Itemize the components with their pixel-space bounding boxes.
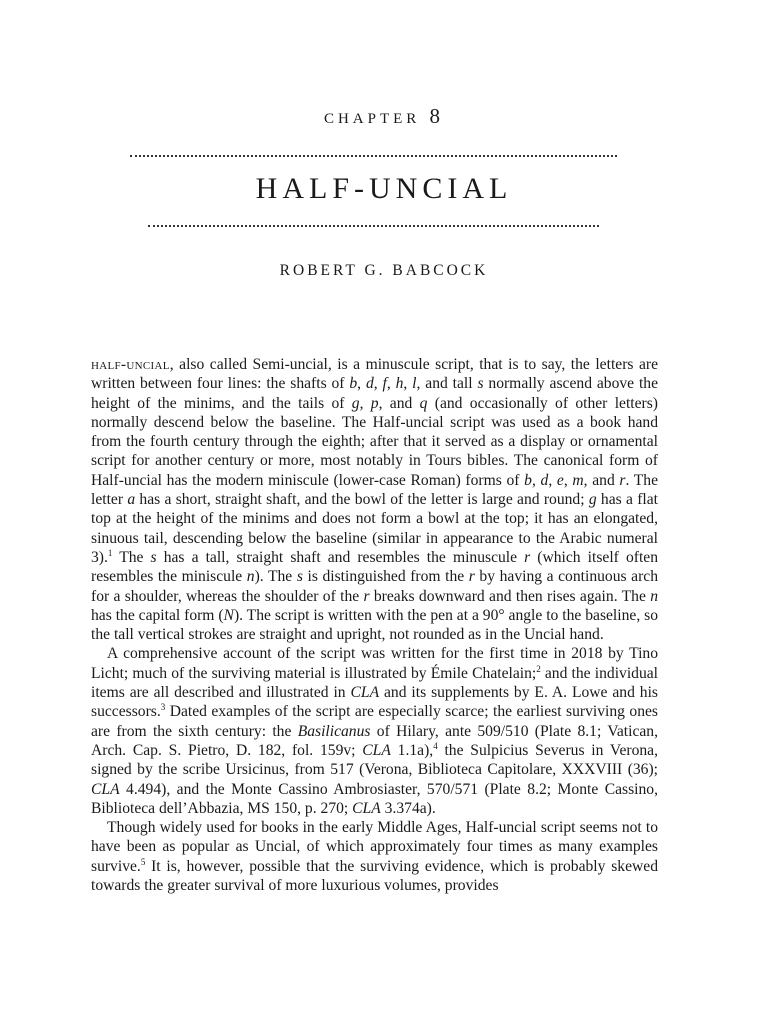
italic-run: b	[524, 471, 532, 489]
italic-run: CLA	[350, 684, 380, 702]
italic-run: d	[365, 375, 374, 393]
footnote-ref-3[interactable]: 3	[160, 702, 166, 713]
footnote-ref-2[interactable]: 2	[536, 663, 541, 674]
italic-run: e	[556, 471, 564, 489]
text-run: has a short, straight shaft, and the bowl of the letter is large and round;	[135, 491, 589, 509]
italic-run: r	[619, 471, 626, 489]
text-run: ). The script is written with the pen at a 90° angle to the baseline, so the tall vertical strokes are straight and upright, not rounded as in the Uncial hand.	[91, 606, 658, 644]
text-run: Dated examples of the script are especially scarce; the earliest surviving ones are from the sixth century: the	[91, 703, 658, 740]
text-run: has a tall, straight shaft and resembles the minuscule	[156, 548, 525, 566]
text-run: breaks downward and then rises again. The	[369, 587, 651, 605]
text-run: ,	[357, 375, 366, 393]
text-run: normally ascend above the height of the minims, and the tails of	[91, 375, 659, 412]
author-name: ROBERT G. BABCOCK	[279, 262, 489, 279]
italic-run: n	[246, 568, 255, 586]
italic-run: CLA	[352, 799, 381, 817]
italic-run: p	[370, 394, 379, 412]
text-run: ,	[386, 375, 396, 393]
text-run: , and	[378, 394, 420, 412]
dotted-rule-bottom	[148, 225, 599, 227]
italic-run: g	[588, 491, 597, 509]
text-run: 1.1a),	[390, 741, 434, 759]
italic-run: s	[150, 548, 157, 566]
italic-run: d	[540, 471, 549, 489]
text-run: Though widely used for books in the early Middle Ages, Half-uncial script seems not to have been as popular as Uncial, of which approximately four times as many examples survive.	[91, 819, 658, 875]
text-run: and its supplements by E. A. Lowe and his successors.	[91, 684, 658, 721]
text-run: 4.494), and the Monte Cassino Ambrosiaster, 570/571 (Plate 8.2; Monte Cassino, Biblioteca dell’Abbazia, MS 150, p. 270;	[91, 780, 658, 817]
text-run: and the individual items are all described and illustrated in	[91, 664, 659, 702]
paragraph-3	[91, 818, 658, 895]
italic-run: h	[395, 375, 404, 393]
paragraph-1	[91, 355, 658, 644]
text-run: ,	[563, 471, 573, 489]
text-run: A comprehensive account of the script was written for the first time in 2018 by Tino Licht; much of the surviving material is illustrated by Émile Chatelain;	[91, 645, 658, 682]
paragraph-2	[91, 644, 658, 818]
text-run: ,	[359, 394, 371, 412]
italic-run: s	[296, 568, 303, 586]
text-run: , and tall	[416, 375, 478, 393]
text-run: has the capital form (	[91, 606, 224, 624]
text-run: It is, however, possible that the surviving evidence, which is probably skewed towards the greater survival of more luxurious volumes, provides	[91, 857, 658, 895]
italic-run: s	[477, 375, 484, 393]
text-run: by having a continuous arch for a shoulder, whereas the shoulder of the	[91, 568, 658, 605]
italic-run: r	[524, 548, 531, 566]
italic-run: r	[468, 568, 475, 586]
italic-run: g	[351, 394, 360, 412]
text-run: ). The	[254, 568, 297, 586]
footnote-ref-4[interactable]: 4	[433, 740, 438, 751]
italic-run: CLA	[362, 741, 391, 759]
text-run: of Hilary, ante 509/510 (Plate 8.1; Vatican, Arch. Cap. S. Pietro, D. 182, fol. 159v;	[91, 722, 658, 759]
text-run: ,	[373, 375, 383, 393]
italic-run: r	[363, 587, 370, 605]
italic-run: q	[419, 394, 428, 412]
italic-run: m	[572, 471, 584, 489]
footnote-ref-1[interactable]: 1	[107, 547, 113, 558]
dotted-rule-top	[130, 155, 617, 157]
text-run: ,	[403, 375, 413, 393]
text-run: 3.374a).	[380, 799, 436, 817]
footnote-ref-5[interactable]: 5	[140, 856, 146, 867]
chapter-label: chapter 8	[323, 104, 445, 128]
text-run: , and	[583, 471, 620, 489]
italic-run: a	[127, 491, 136, 509]
text-run: (which itself often resembles the miniscule	[91, 548, 658, 586]
text-run: . The letter	[91, 471, 659, 509]
chapter-title: HALF-UNCIAL	[255, 172, 513, 205]
lead-term: half-uncial	[91, 356, 170, 373]
text-run: the Sulpicius Severus in Verona, signed by the scribe Ursicinus, from 517 (Verona, Biblioteca Capitolare, XXXVIII (36);	[91, 741, 658, 779]
italic-run: b	[349, 375, 358, 393]
italic-run: N	[223, 606, 234, 624]
text-run: ,	[531, 471, 541, 489]
text-run: (and occasionally of other letters) normally descend below the baseline. The Half-uncial script was used as a book hand from the fourth century through the eighth; after that it served as a display or ornamental script for another century or more, most notably in Tours bibles. The canonical form of Half-uncial has the modern miniscule (lower-case Roman) forms of	[91, 394, 658, 489]
text-run: ,	[548, 471, 557, 489]
text-run: is distinguished from the	[302, 568, 469, 586]
italic-run: CLA	[91, 780, 120, 798]
text-run: has a flat top at the height of the minims and does not form a bowl at the top; it has an elongated, sinuous tail, descending below the baseline (similar in appearance to the Arabic numeral 3).	[91, 491, 658, 566]
text-run: The	[112, 548, 151, 566]
italic-run: n	[650, 587, 658, 605]
italic-run: Basilicanus	[297, 722, 371, 740]
body-text	[91, 355, 658, 895]
italic-run: f	[382, 375, 387, 393]
text-run: , also called Semi-uncial, is a minuscule script, that is to say, the letters are written between four lines: the shafts of	[91, 356, 658, 393]
italic-run: l	[412, 375, 417, 393]
